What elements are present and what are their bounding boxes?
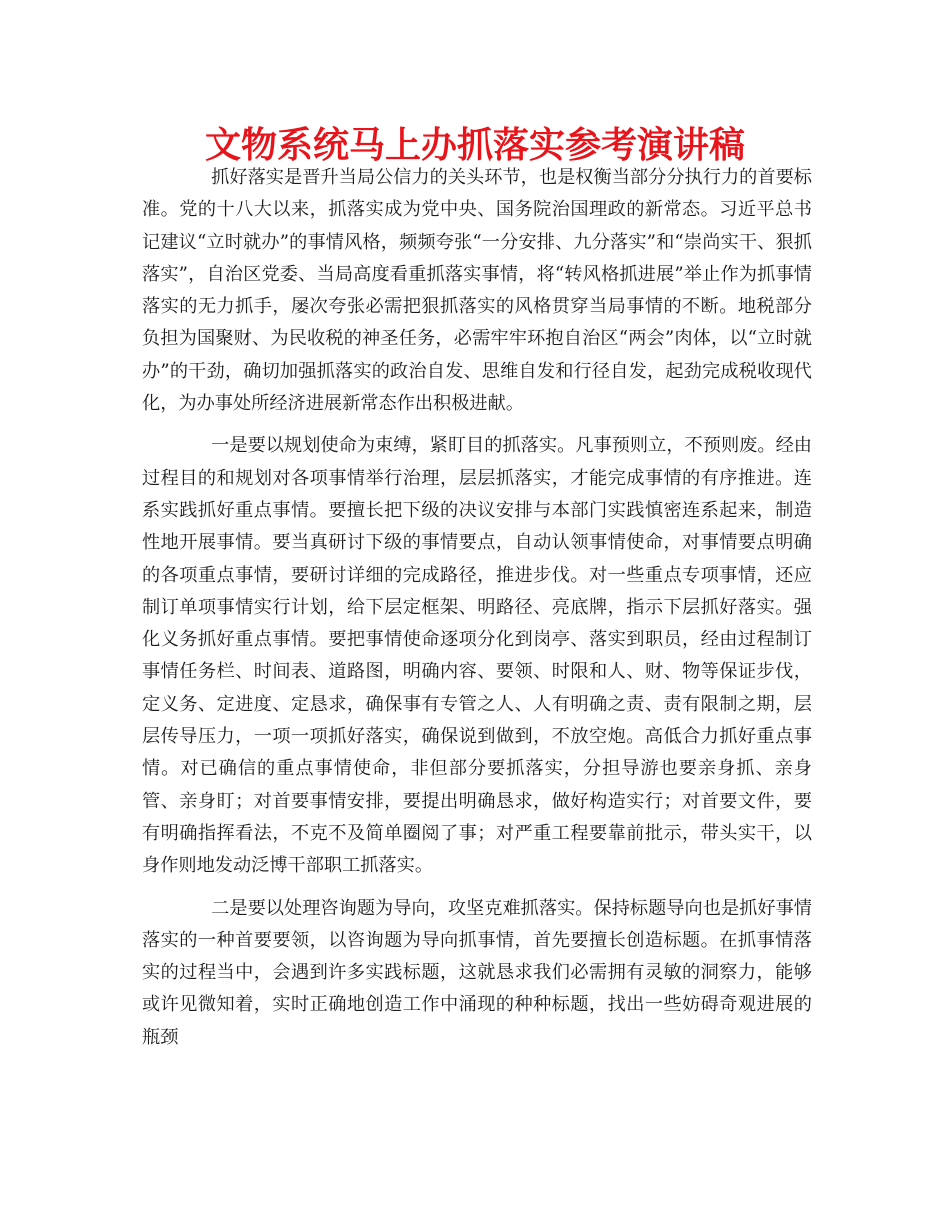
document-title: 文物系统马上办抓落实参考演讲稿 — [204, 125, 745, 166]
document-body — [142, 162, 812, 1054]
paragraph-intro: 抓好落实是晋升当局公信力的关头环节，也是权衡当部分分执行力的首要标准。党的十八大以来，抓落实成为党中央、国务院治国理政的新常态。习近平总书记建议“立时就办”的事情风格，频频夸张“一分安排、九分落实”和“崇尚实干、狠抓落实”，自治区党委、当局高度看重抓落实事情，将“转风格抓进展”举止作为抓事情落实的无力抓手，屡次夸张必需把狠抓落实的风格贯穿当局事情的不断。地税部分负担为国聚财、为民收税的神圣任务，必需牢牢环抱自治区“两会”肉体，以“立时就办”的干劲，确切加强抓落实的政治自发、思维自发和行径自发，起劲完成税收现代化，为办事处所经济进展新常态作出积极进献。 — [142, 167, 812, 415]
paragraph-point-two: 二是要以处理咨询题为导向，攻坚克难抓落实。保持标题导向也是抓好事情落实的一种首要要领，以咨询题为导向抓事情，首先要擅长创造标题。在抓事情落实的过程当中，会遇到许多实践标题，这就恳求我们必需拥有灵敏的洞察力，能够或许见微知着，实时正确地创造工作中涌现的种种标题，找出一些妨碍奇观进展的瓶颈 — [142, 897, 812, 1048]
paragraph-point-one: 一是要以规划使命为束缚，紧盯目的抓落实。凡事预则立，不预则废。经由过程目的和规划对各项事情举行治理，层层抓落实，才能完成事情的有序推进。连系实践抓好重点事情。要擅长把下级的决议安排与本部门实践慎密连系起来，制造性地开展事情。要当真研讨下级的事情要点，自动认领事情使命，对事情要点明确的各项重点事情，要研讨详细的完成路径，推进步伐。对一些重点专项事情，还应制订单项事情实行计划，给下层定框架、明路径、亮底牌，指示下层抓好落实。强化义务抓好重点事情。要把事情使命逐项分化到岗亭、落实到职员，经由过程制订事情任务栏、时间表、道路图，明确内容、要领、时限和人、财、物等保证步伐，定义务、定进度、定恳求，确保事有专管之人、人有明确之责、责有限制之期，层层传导压力，一项一项抓好落实，确保说到做到，不放空炮。高低合力抓好重点事情。对已确信的重点事情使命，非但部分要抓落实，分担导游也要亲身抓、亲身管、亲身盯；对首要事情安排，要提出明确恳求，做好构造实行；对首要文件，要有明确指挥看法，不克不及简单圈阅了事；对严重工程要靠前批示，带头实干，以身作则地发动泛博干部职工抓落实。 — [142, 435, 812, 877]
